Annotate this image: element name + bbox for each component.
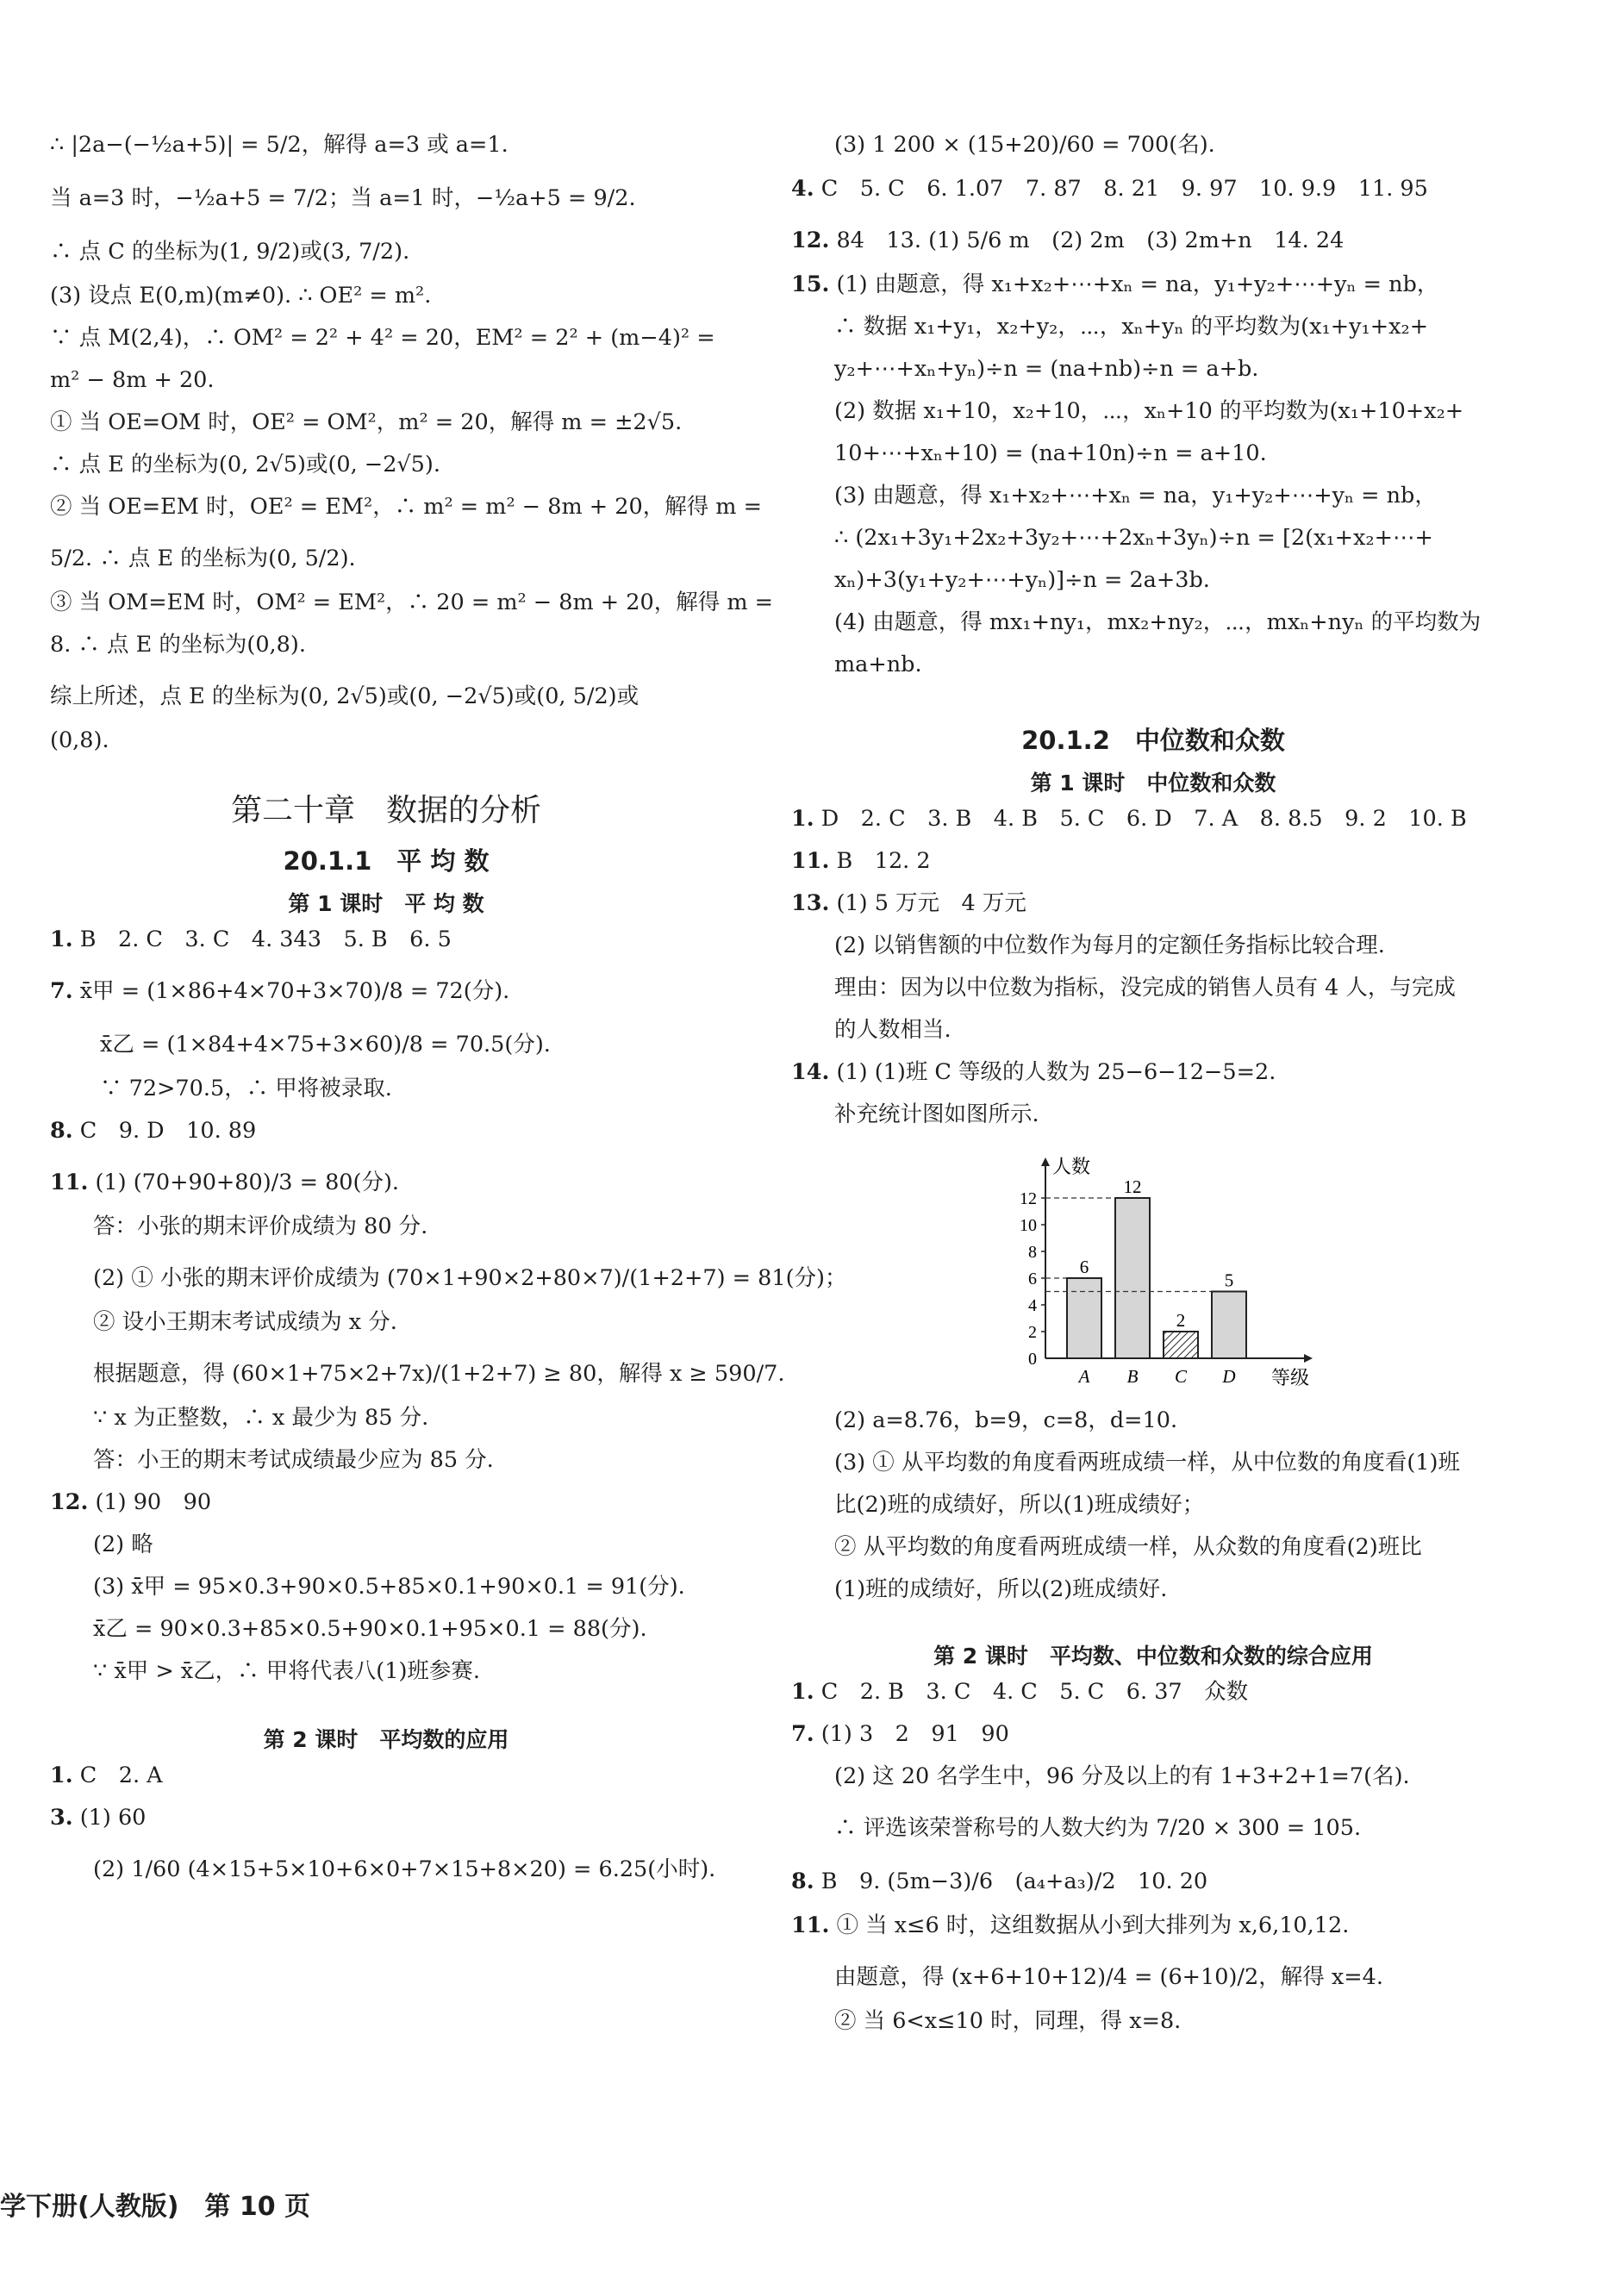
answer-line [50, 1116, 722, 1158]
answer-line [50, 1254, 847, 1307]
bar-B [1115, 1198, 1150, 1358]
answer-text: ① 当 x≤6 时，这组数据从小到大排列为 x,6,10,12. [829, 1912, 1350, 1938]
answer-text: ③ 当 OM=EM 时，OM² = EM²，∴ 20 = m² − 8m + 20，解得 m = [50, 590, 773, 615]
question-number: 12. [791, 228, 830, 253]
answer-line [791, 1575, 1515, 1617]
question-number: 8. [50, 1118, 73, 1144]
left-answers-part3 [50, 1761, 722, 1899]
answer-line [791, 396, 1515, 439]
answer-line [50, 1803, 722, 1845]
answer-line [50, 1845, 722, 1899]
answer-line [791, 1857, 1515, 1911]
question-number: 1. [791, 806, 814, 832]
answer-text: 84 13. (1) 5/6 m (2) 2m (3) 2m+n 14. 24 [829, 228, 1345, 253]
answer-line [791, 1953, 1515, 2006]
answer-line [791, 216, 1515, 270]
answer-text: C 2. B 3. C 4. C 5. C 6. 37 众数 [814, 1679, 1249, 1705]
answer-text: (1) 90 90 [88, 1489, 212, 1515]
answer-line [50, 408, 722, 450]
answer-text: (3) 设点 E(0,m)(m≠0). ∴ OE² = m². [50, 283, 432, 309]
answer-line [791, 174, 1515, 216]
y-tick-label: 8 [1028, 1243, 1037, 1262]
answer-text: B 9. (5m−3)/6 (a₄+a₃)/2 10. 20 [814, 1869, 1208, 1894]
x-axis-label: 等级 [1271, 1367, 1310, 1388]
answer-line [50, 588, 773, 630]
answer-text: ∴ |2a−(−½a+5)| = 5/2，解得 a=3 或 a=1. [50, 132, 509, 158]
right-answers-part1 [791, 121, 1515, 692]
answer-line [791, 1804, 1515, 1857]
y-axis-label: 人数 [1052, 1156, 1091, 1177]
answer-text: 由题意，得 (x+6+10+12)/4 = (6+10)/2，解得 x=4. [834, 1964, 1383, 1990]
answer-line [791, 889, 1515, 931]
answer-line [50, 121, 722, 174]
answer-text: (4) 由题意，得 mx₁+ny₁，mx₂+ny₂，⋯，mxₙ+nyₙ 的平均数为 [834, 609, 1482, 635]
answer-line [791, 1719, 1515, 1762]
answer-text: B 12. 2 [829, 848, 931, 874]
answer-text: ma+nb. [834, 652, 922, 677]
answer-text: D 2. C 3. B 4. B 5. C 6. D 7. A 8. 8.5 9. 2 10. B [814, 806, 1467, 832]
answer-text: (1) (1)班 C 等级的人数为 25−6−12−5=2. [829, 1059, 1276, 1085]
answer-line [50, 1761, 722, 1803]
answer-line [50, 1530, 722, 1572]
answer-line [791, 354, 1515, 396]
question-number: 11. [791, 1912, 830, 1938]
answer-text: (2) a=8.76，b=9，c=8，d=10. [834, 1407, 1178, 1433]
answer-line [791, 270, 1515, 312]
answer-line [791, 1532, 1515, 1575]
answer-text: (1)班的成绩好，所以(2)班成绩好. [834, 1576, 1168, 1602]
answer-line [791, 931, 1515, 973]
answer-line [791, 1448, 1515, 1490]
answer-text: xₙ)+3(y₁+y₂+⋯+yₙ)]÷n = 2a+3b. [834, 567, 1210, 593]
question-number: 8. [791, 1869, 814, 1894]
lesson-title-1-right: 第 1 课时 中位数和众数 [1030, 771, 1276, 795]
answer-line [50, 281, 722, 323]
answer-text: ① 当 OE=OM 时，OE² = OM²，m² = 20，解得 m = ±2√5. [50, 409, 683, 435]
x-axis-arrow [1304, 1354, 1313, 1363]
answer-text: 10+⋯+xₙ+10) = (na+10n)÷n = a+10. [834, 440, 1267, 466]
answer-line [50, 323, 722, 365]
answer-text: 的人数相当. [834, 1017, 952, 1043]
answer-text: ∴ 评选该荣誉称号的人数大约为 7/20 × 300 = 105. [834, 1815, 1362, 1841]
answer-line [50, 365, 722, 408]
answer-text: 答：小王的期末考试成绩最少应为 85 分. [93, 1447, 494, 1473]
answer-text: 综上所述，点 E 的坐标为(0, 2√5)或(0, −2√5)或(0, 5/2)或 [50, 683, 640, 709]
answer-text: 答：小张的期末评价成绩为 80 分. [93, 1214, 428, 1239]
answer-line [791, 1100, 1515, 1142]
answer-text: (1) 3 2 91 90 [814, 1721, 1009, 1747]
answer-line [50, 1656, 722, 1699]
lesson-title-1-left: 第 1 课时 平 均 数 [288, 891, 484, 916]
answer-text: ∵ 点 M(2,4)，∴ OM² = 2² + 4² = 20，EM² = 2² + (m−4)² = [50, 325, 715, 351]
answer-text: ∴ 数据 x₁+y₁，x₂+y₂，⋯，xₙ+yₙ 的平均数为(x₁+y₁+x₂+ [834, 314, 1429, 340]
answer-text: (2) 1/60 (4×15+5×10+6×0+7×15+8×20) = 6.25(小时). [93, 1856, 716, 1882]
answer-text: 8. ∴ 点 E 的坐标为(0,8). [50, 632, 306, 658]
answer-text: ∵ x 为正整数，∴ x 最少为 85 分. [93, 1405, 429, 1431]
question-number: 14. [791, 1059, 830, 1085]
answer-line [791, 1490, 1515, 1532]
bar-A [1067, 1278, 1101, 1358]
y-tick-label: 4 [1028, 1296, 1037, 1315]
answer-text: y₂+⋯+xₙ+yₙ)÷n = (na+nb)÷n = a+b. [834, 356, 1259, 382]
answer-text: ② 设小王期末考试成绩为 x 分. [93, 1309, 397, 1335]
y-tick-label: 2 [1028, 1323, 1037, 1342]
answer-text: x̄甲 = (1×86+4×70+3×70)/8 = 72(分). [72, 978, 510, 1004]
answer-text: (2) 数据 x₁+10，x₂+10，⋯，xₙ+10 的平均数为(x₁+10+x₂+ [834, 398, 1464, 424]
answer-line [791, 1406, 1515, 1448]
answer-text: 比(2)班的成绩好，所以(1)班成绩好； [834, 1492, 1205, 1518]
right-answers-part2 [791, 804, 1515, 1142]
answer-line [50, 492, 762, 534]
answer-line [791, 2006, 1515, 2049]
bar-D [1212, 1292, 1246, 1359]
answer-line [791, 523, 1515, 565]
answer-line [50, 1158, 722, 1212]
answer-line [50, 534, 722, 588]
answer-text: ∴ 点 E 的坐标为(0, 2√5)或(0, −2√5). [50, 452, 440, 477]
answer-text: ∴ (2x₁+3y₁+2x₂+3y₂+⋯+2xₙ+3yₙ)÷n = [2(x₁+x₂+⋯+ [834, 525, 1433, 551]
question-number: 11. [50, 1170, 89, 1195]
right-column [791, 121, 1515, 2049]
answer-text: 5/2. ∴ 点 E 的坐标为(0, 5/2). [50, 546, 356, 571]
page-footer: 学下册(人教版) 第 10 页 [0, 2192, 311, 2222]
category-label: C [1174, 1366, 1188, 1387]
answer-line [791, 1015, 1515, 1058]
bar-chart [1007, 1147, 1317, 1397]
answer-line [791, 1911, 1515, 1953]
bar-C [1164, 1332, 1198, 1358]
answer-text: x̄乙 = (1×84+4×75+3×60)/8 = 70.5(分). [100, 1032, 551, 1058]
answer-line [50, 967, 722, 1020]
answer-text: (1) 60 [72, 1805, 147, 1831]
answer-line [791, 804, 1515, 846]
question-number: 4. [791, 176, 814, 202]
answer-text: x̄乙 = 90×0.3+85×0.5+90×0.1+95×0.1 = 88(分). [93, 1616, 647, 1642]
answer-line [50, 1572, 722, 1614]
answer-line [50, 1614, 722, 1656]
answer-line [50, 1445, 722, 1488]
left-answers-part1 [50, 121, 773, 768]
answer-line [50, 1074, 722, 1116]
y-axis-arrow [1041, 1157, 1050, 1166]
y-tick-label: 6 [1028, 1270, 1037, 1288]
y-tick-label: 0 [1028, 1350, 1037, 1369]
answer-text: ② 当 6<x≤10 时，同理，得 x=8. [834, 2008, 1182, 2034]
category-label: B [1126, 1366, 1139, 1387]
question-number: 7. [50, 978, 73, 1004]
answer-text: (3) ① 从平均数的角度看两班成绩一样，从中位数的角度看(1)班 [834, 1450, 1460, 1476]
answer-line [50, 630, 722, 672]
lesson-title-2-right: 第 2 课时 平均数、中位数和众数的综合应用 [933, 1644, 1373, 1669]
answer-line [791, 439, 1515, 481]
bar-value-label: 12 [1123, 1176, 1142, 1197]
answer-text: (1) (70+90+80)/3 = 80(分). [88, 1170, 400, 1195]
question-number: 15. [791, 271, 830, 297]
answer-text: 理由：因为以中位数为指标，没完成的销售人员有 4 人，与完成 [834, 975, 1456, 1001]
answer-line [791, 481, 1515, 523]
question-number: 3. [50, 1805, 73, 1831]
answer-text: (3) x̄甲 = 95×0.3+90×0.5+85×0.1+90×0.1 = 91(分). [93, 1574, 685, 1600]
answer-line [50, 228, 722, 281]
bar-value-label: 5 [1224, 1270, 1234, 1291]
right-answers-part3 [791, 1406, 1515, 1617]
answer-text: (2) 这 20 名学生中，96 分及以上的有 1+3+2+1=7(名). [834, 1763, 1410, 1789]
answer-text: 根据题意，得 (60×1+75×2+7x)/(1+2+7) ≥ 80，解得 x ≥ 590/7. [93, 1361, 785, 1387]
section-title-20-1-1: 20.1.1 平 均 数 [283, 846, 490, 876]
y-tick-label: 10 [1020, 1216, 1037, 1235]
answer-text: C 2. A [72, 1763, 163, 1788]
chapter-title: 第二十章 数据的分析 [230, 793, 541, 828]
bar-value-label: 6 [1079, 1257, 1089, 1277]
answer-text: (2) ① 小张的期末评价成绩为 (70×1+90×2+80×7)/(1+2+7) = 81(分)； [93, 1265, 847, 1291]
question-number: 13. [791, 890, 830, 916]
category-label: D [1222, 1366, 1236, 1387]
answer-text: m² − 8m + 20. [50, 367, 215, 393]
question-number: 1. [791, 1679, 814, 1705]
answer-line [791, 1762, 1515, 1804]
answer-text: (1) 5 万元 4 万元 [829, 890, 1026, 916]
answer-line [791, 1677, 1515, 1719]
answer-text: ② 从平均数的角度看两班成绩一样，从众数的角度看(2)班比 [834, 1534, 1422, 1560]
answer-line [791, 121, 1515, 174]
question-number: 1. [50, 927, 73, 952]
category-label: A [1078, 1366, 1090, 1387]
section-title-20-1-2: 20.1.2 中位数和众数 [1021, 726, 1285, 755]
answer-line [791, 973, 1515, 1015]
answer-text: ∴ 点 C 的坐标为(1, 9/2)或(3, 7/2). [50, 239, 410, 265]
answer-line [791, 1058, 1515, 1100]
answer-text: B 2. C 3. C 4. 343 5. B 6. 5 [72, 927, 452, 952]
lesson-title-2-left: 第 2 课时 平均数的应用 [263, 1727, 509, 1752]
question-number: 7. [791, 1721, 814, 1747]
answer-line [50, 1350, 785, 1403]
right-answers-part4 [791, 1677, 1515, 2049]
answer-line [50, 672, 722, 726]
answer-text: C 9. D 10. 89 [72, 1118, 257, 1144]
answer-line [50, 450, 722, 492]
answer-line [50, 1020, 722, 1074]
answer-text: C 5. C 6. 1.07 7. 87 8. 21 9. 97 10. 9.9 11. 95 [814, 176, 1428, 202]
answer-text: ∵ x̄甲 > x̄乙，∴ 甲将代表八(1)班参赛. [93, 1658, 481, 1684]
answer-text: ∵ 72>70.5，∴ 甲将被录取. [100, 1076, 392, 1101]
answer-line [50, 174, 722, 228]
answer-text: (1) 由题意，得 x₁+x₂+⋯+xₙ = na，y₁+y₂+⋯+yₙ = nb， [829, 271, 1439, 297]
answer-text: 当 a=3 时，−½a+5 = 7/2；当 a=1 时，−½a+5 = 9/2. [50, 185, 636, 211]
answer-text: (0,8). [50, 727, 109, 753]
answer-text: (3) 1 200 × (15+20)/60 = 700(名). [834, 132, 1215, 158]
answer-text: (2) 以销售额的中位数作为每月的定额任务指标比较合理. [834, 933, 1385, 958]
answer-line [50, 1403, 722, 1445]
answer-line [50, 1488, 722, 1530]
answer-text: ② 当 OE=EM 时，OE² = EM²，∴ m² = m² − 8m + 20，解得 m = [50, 494, 762, 520]
answer-line [791, 312, 1515, 354]
question-number: 1. [50, 1763, 73, 1788]
y-tick-label: 12 [1020, 1189, 1037, 1208]
answer-line [50, 726, 722, 768]
answer-line [791, 650, 1515, 692]
answer-line [50, 1307, 722, 1350]
answer-line [791, 608, 1515, 650]
answer-line [791, 565, 1515, 608]
answer-text: (3) 由题意，得 x₁+x₂+⋯+xₙ = na，y₁+y₂+⋯+yₙ = nb， [834, 483, 1437, 508]
bar-value-label: 2 [1176, 1310, 1186, 1331]
answer-line [50, 925, 722, 967]
question-number: 12. [50, 1489, 89, 1515]
answer-text: 补充统计图如图所示. [834, 1101, 1039, 1127]
answer-text: (2) 略 [93, 1532, 153, 1557]
answer-line [50, 1212, 722, 1254]
question-number: 11. [791, 848, 830, 874]
answer-line [791, 846, 1515, 889]
